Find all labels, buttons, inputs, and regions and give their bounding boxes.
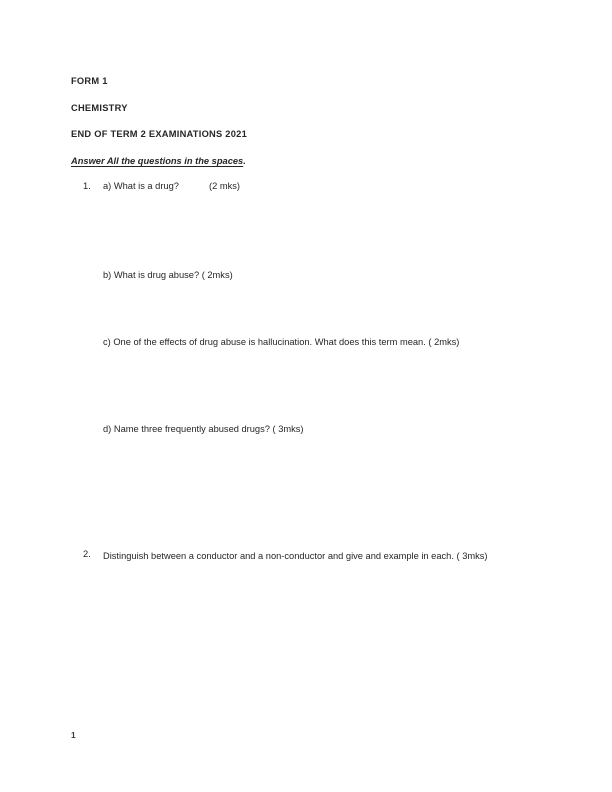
question-1a-text: a) What is a drug? — [103, 181, 179, 191]
instruction-underlined-text: Answer All the questions in the spaces — [71, 155, 244, 166]
question-1-number: 1. — [83, 181, 91, 191]
question-1c-text: c) One of the effects of drug abuse is hallucination. What does this term mean. ( 2mks) — [103, 337, 460, 347]
answer-space-1b — [71, 283, 549, 334]
page-number: 1 — [71, 730, 76, 740]
question-2 — [71, 546, 541, 567]
question-1d-text: d) Name three frequently abused drugs? ( 3mks) — [103, 424, 304, 434]
document-header — [71, 68, 541, 174]
instruction-line — [71, 148, 541, 175]
question-1b — [71, 267, 549, 283]
question-2-wrapper — [71, 546, 541, 567]
question-1a-marks: (2 mks) — [208, 181, 240, 191]
subject-line: CHEMISTRY — [71, 102, 128, 113]
answer-space-1d — [71, 437, 549, 547]
question-1 — [71, 178, 549, 194]
question-1c — [71, 334, 549, 350]
answer-space-1c — [71, 350, 549, 421]
question-list — [71, 178, 549, 547]
form-level-line: FORM 1 — [71, 76, 108, 86]
instruction-period: . — [243, 155, 246, 166]
question-2-text: Distinguish between a conductor and a non-conductor and give and example in each. ( 3mks) — [103, 551, 488, 561]
answer-space-1a — [71, 194, 549, 267]
question-1b-text: b) What is drug abuse? ( 2mks) — [103, 270, 233, 280]
exam-title-line: END OF TERM 2 EXAMINATIONS 2021 — [71, 129, 247, 139]
question-1d — [71, 421, 549, 437]
question-2-number: 2. — [83, 549, 91, 559]
